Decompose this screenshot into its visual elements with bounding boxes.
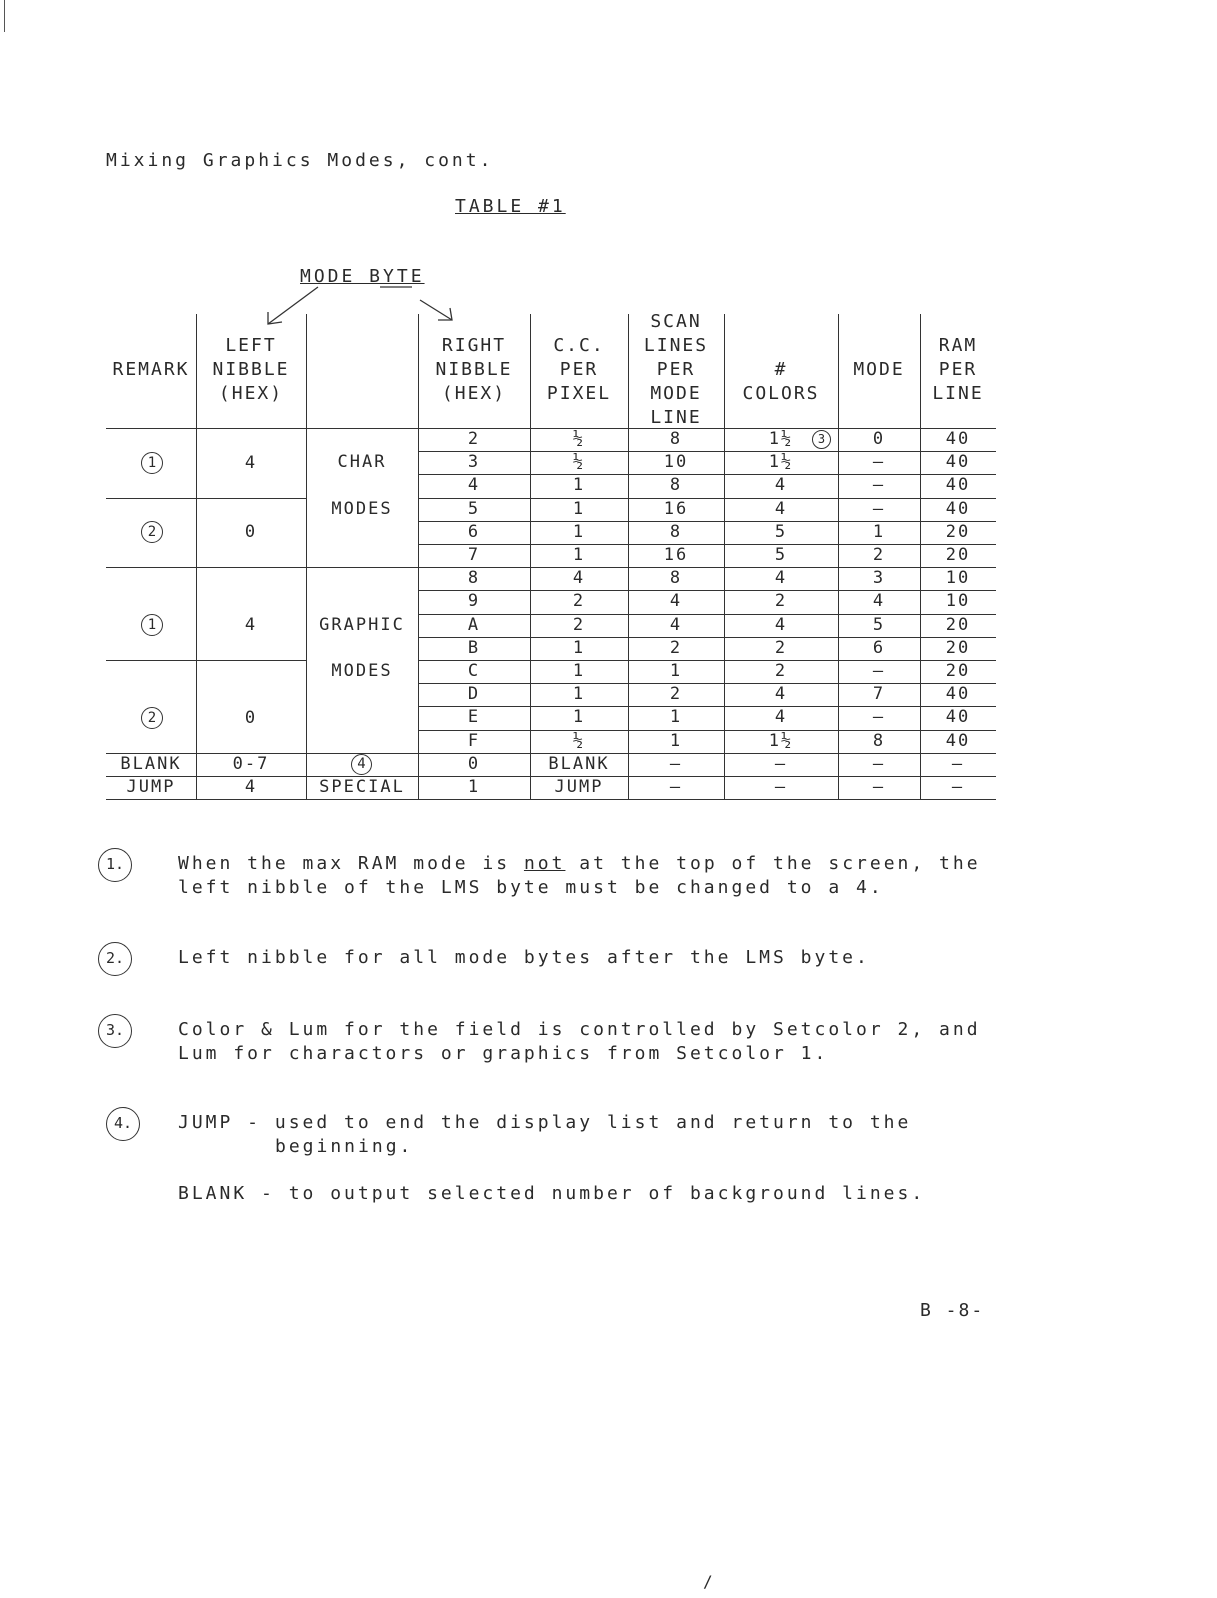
cell-cc: 1 [572, 475, 586, 496]
cell-scan: 1 [669, 707, 683, 728]
cell-mode: – [872, 475, 886, 496]
header-left-line: NIBBLE [212, 359, 290, 380]
cell-ram: 10 [945, 568, 971, 589]
special-cell-mode: – [872, 753, 886, 774]
header-scan-line: MODE [650, 383, 702, 404]
cell-ram: 40 [945, 498, 971, 519]
left-nibble-value: 0 [244, 708, 258, 728]
cell-ram: 20 [945, 661, 971, 681]
footnote-text: Left nibble for all mode bytes after the LMS byte. [178, 947, 870, 968]
cell-scan: 10 [663, 452, 689, 473]
remark-circle-icon: 2 [141, 707, 163, 729]
header-separator [628, 314, 629, 428]
cell-scan: 4 [669, 591, 683, 612]
cell-mode: 7 [872, 684, 886, 705]
cell-scan: 16 [663, 545, 689, 565]
note-ref-3-icon: 3 [812, 430, 831, 449]
left-nibble-value: 4 [244, 452, 258, 473]
cell-ram: 40 [945, 429, 971, 449]
special-cell-cc: JUMP [554, 777, 604, 797]
graphic-modes-label: GRAPHIC [319, 614, 405, 635]
cell-mode: 5 [872, 614, 886, 635]
cell-ram: 40 [945, 684, 971, 705]
header-cc-line: PER [559, 359, 599, 380]
cell-colors: 1½ [768, 452, 794, 473]
cell-cc: 1 [572, 661, 586, 681]
header-colors-line: COLORS [742, 383, 820, 404]
cell-mode: – [872, 452, 886, 473]
footnote-number-icon: 2. [98, 942, 132, 976]
cell-colors: 4 [774, 684, 788, 705]
cell-ram: 40 [945, 475, 971, 496]
special-cell-left: 4 [244, 777, 258, 797]
footnote-emphasis: not [523, 853, 566, 874]
header-cc-line: C.C. [553, 335, 605, 356]
cell-ram: 40 [945, 707, 971, 728]
special-cell-left: 0-7 [232, 753, 270, 774]
group-divider [106, 498, 306, 499]
footer-mark: / [703, 1572, 713, 1591]
footnote-text: JUMP - used to end the display list and return to the [178, 1112, 912, 1133]
cell-scan: 4 [669, 614, 683, 635]
note-ref-4-icon: 4 [351, 754, 372, 775]
header-scan-line: LINE [650, 407, 702, 428]
cell-scan: 16 [663, 498, 689, 519]
left-nibble-value: 0 [244, 522, 258, 543]
cell-mode: 0 [872, 429, 886, 449]
row-divider [106, 799, 996, 800]
table-title: TABLE #1 [455, 196, 566, 217]
header-right-line: (HEX) [441, 383, 507, 404]
cell-right: F [467, 730, 481, 751]
cell-mode: 2 [872, 545, 886, 565]
remark-circle-icon: 2 [141, 521, 163, 543]
header-right-line: RIGHT [441, 335, 507, 356]
cell-right: 3 [467, 452, 481, 473]
header-ram-line: LINE [932, 383, 984, 404]
special-cell-cc: BLANK [548, 753, 610, 774]
footnote-number-icon: 4. [106, 1107, 140, 1141]
cell-cc: 1 [572, 545, 586, 565]
cell-scan: 8 [669, 521, 683, 542]
header-left-line: LEFT [225, 335, 277, 356]
cell-ram: 40 [945, 452, 971, 473]
header-separator [418, 314, 419, 428]
cell-colors: 2 [774, 637, 788, 658]
header-colors-line: # [774, 359, 788, 380]
footnote-text: left nibble of the LMS byte must be changed to a 4. [178, 877, 884, 898]
header-mode-line: MODE [853, 359, 905, 380]
graphic-modes-label: MODES [331, 661, 393, 681]
cell-ram: 40 [945, 730, 971, 751]
cell-colors: 1½ [768, 429, 794, 449]
cell-right: 9 [467, 591, 481, 612]
cell-colors: 4 [774, 568, 788, 589]
cell-right: 8 [467, 568, 481, 589]
header-separator [920, 314, 921, 428]
cell-colors: 4 [774, 614, 788, 635]
group-divider [106, 567, 418, 568]
special-cell-right: 0 [467, 753, 481, 774]
remark-circle-icon: 1 [141, 452, 163, 474]
arrow-right-line [420, 300, 452, 320]
cell-cc: 1 [572, 521, 586, 542]
special-cell-colors: – [774, 753, 788, 774]
cell-ram: 10 [945, 591, 971, 612]
footnote-text: Color & Lum for the field is controlled by Setcolor 2, and [178, 1019, 981, 1040]
cell-mode: 1 [872, 521, 886, 542]
cell-scan: 8 [669, 568, 683, 589]
cell-right: A [467, 614, 481, 635]
cell-colors: 4 [774, 707, 788, 728]
cell-mode: – [872, 707, 886, 728]
header-separator [306, 314, 307, 428]
header-scan-line: SCAN [650, 311, 702, 332]
cell-right: C [467, 661, 481, 681]
cell-cc: 4 [572, 568, 586, 589]
header-separator [530, 314, 531, 428]
cell-scan: 8 [669, 475, 683, 496]
cell-scan: 2 [669, 637, 683, 658]
special-cell-right: 1 [467, 777, 481, 797]
remark-circle-icon: 1 [141, 614, 163, 636]
header-separator [838, 314, 839, 428]
cell-scan: 2 [669, 684, 683, 705]
cell-right: D [467, 684, 481, 705]
left-nibble-value: 4 [244, 615, 258, 636]
cell-colors: 5 [774, 521, 788, 542]
cell-cc: 1 [572, 707, 586, 728]
cell-colors: 4 [774, 498, 788, 519]
cell-right: 6 [467, 521, 481, 542]
char-modes-label: CHAR [337, 452, 387, 473]
mode-byte-label: MODE BYTE [300, 266, 425, 287]
cell-right: B [467, 637, 481, 658]
special-cell-ram: – [951, 753, 965, 774]
header-scan-line: LINES [643, 335, 709, 356]
cell-mode: – [872, 498, 886, 519]
footnote-text-part: When the max RAM mode is [178, 853, 524, 874]
footnote-number-icon: 1. [98, 848, 132, 882]
cell-colors: 2 [774, 591, 788, 612]
cell-cc: ½ [572, 429, 586, 449]
cell-cc: 2 [572, 614, 586, 635]
footnote-text [178, 852, 981, 876]
cell-cc: 1 [572, 498, 586, 519]
special-cell-colors: – [774, 777, 788, 797]
special-cell-scan: – [669, 753, 683, 774]
page-title: Mixing Graphics Modes, cont. [106, 150, 494, 171]
cell-mode: 3 [872, 568, 886, 589]
cell-ram: 20 [945, 521, 971, 542]
special-cell-remark: JUMP [126, 777, 176, 797]
cell-mode: 4 [872, 591, 886, 612]
cell-cc: ½ [572, 730, 586, 751]
cell-cc: 1 [572, 637, 586, 658]
cell-scan: 1 [669, 661, 683, 681]
page-number: B -8- [920, 1300, 985, 1321]
footnote-text-part: at the top of the screen, the [565, 853, 981, 874]
footnote-text: Lum for charactors or graphics from Setcolor 1. [178, 1043, 829, 1064]
cell-ram: 20 [945, 637, 971, 658]
cell-cc: 1 [572, 684, 586, 705]
cell-colors: 4 [774, 475, 788, 496]
header-separator [724, 314, 725, 428]
group-divider [106, 660, 306, 661]
special-cell-special: SPECIAL [319, 777, 405, 797]
special-cell-scan: – [669, 777, 683, 797]
footnote-number-icon: 3. [98, 1014, 132, 1048]
cell-cc: 2 [572, 591, 586, 612]
cell-cc: ½ [572, 452, 586, 473]
arrow-left-line [268, 287, 318, 324]
header-scan-line: PER [656, 359, 696, 380]
header-ram-line: PER [938, 359, 978, 380]
cell-scan: 8 [669, 429, 683, 449]
cell-colors: 5 [774, 545, 788, 565]
cell-scan: 1 [669, 730, 683, 751]
cell-ram: 20 [945, 545, 971, 565]
special-cell-remark: BLANK [120, 753, 182, 774]
header-ram-line: RAM [938, 335, 978, 356]
cell-right: 2 [467, 429, 481, 449]
header-remark-line: REMARK [112, 359, 190, 380]
char-modes-label: MODES [331, 498, 393, 519]
header-left-line: (HEX) [218, 383, 284, 404]
cell-right: 5 [467, 498, 481, 519]
header-cc-line: PIXEL [546, 383, 612, 404]
cell-mode: – [872, 661, 886, 681]
cell-mode: 6 [872, 637, 886, 658]
cell-colors: 1½ [768, 730, 794, 751]
cell-right: E [467, 707, 481, 728]
cell-mode: 8 [872, 730, 886, 751]
special-cell-ram: – [951, 777, 965, 797]
header-right-line: NIBBLE [435, 359, 513, 380]
cell-right: 7 [467, 545, 481, 565]
footnote-text: beginning. [275, 1136, 414, 1157]
special-cell-mode: – [872, 777, 886, 797]
blank-note: BLANK - to output selected number of background lines. [178, 1183, 926, 1204]
cell-ram: 20 [945, 614, 971, 635]
header-separator [196, 314, 197, 428]
cell-right: 4 [467, 475, 481, 496]
cell-colors: 2 [774, 661, 788, 681]
